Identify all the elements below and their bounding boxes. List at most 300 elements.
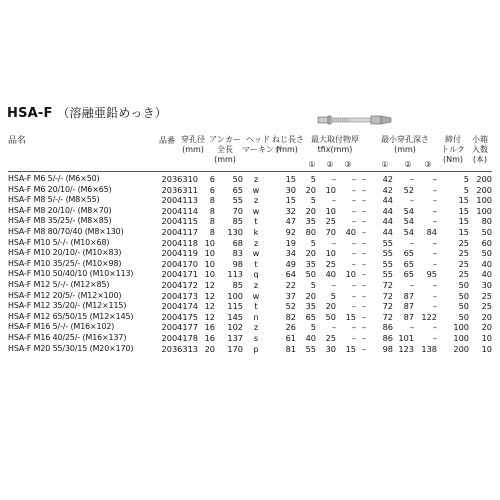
spec-name: HSA-F M10 20/10/- (M10×83) [8,248,122,258]
spec-tfix-1: 40 [305,332,316,343]
spec-length: 98 [232,258,243,269]
spec-tfix-3: – [351,195,356,206]
spec-code: 2004115 [161,216,198,227]
table-row [8,248,492,259]
product-title [7,104,167,121]
spec-name: HSA-F M12 35/20/- (M12×115) [8,301,127,311]
spec-tfix-2: 25 [325,258,336,269]
spec-thread: 81 [285,343,296,354]
spec-tfix-2: – [331,322,336,333]
header-torque-line1: 締付 [445,135,461,144]
header-depth-line2: (mm) [394,145,416,154]
spec-depth-dash: – [361,290,367,301]
spec-depth-3: 138 [421,343,437,354]
spec-tfix-3: 10 [345,269,356,280]
spec-tfix-3: – [351,322,356,333]
spec-code: 2036313 [161,343,198,354]
spec-code: 2036310 [161,174,198,184]
spec-length: 68 [232,237,243,248]
spec-tfix-3: – [351,279,356,290]
spec-depth-dash: – [361,195,367,206]
spec-depth-2: – [409,174,414,184]
spec-table [8,174,492,354]
table-row [8,269,492,280]
header-thread-line2: (mm) [276,145,298,154]
spec-depth-3: – [432,216,437,227]
spec-tfix-3: – [351,248,356,259]
table-row [8,195,492,206]
spec-name: HSA-F M10 50/40/10 (M10×113) [8,269,134,279]
spec-depth-3: – [432,279,437,290]
spec-length: 100 [227,290,243,301]
spec-depth-3: 84 [426,226,437,237]
spec-depth-dash: – [361,248,367,259]
spec-thread: 37 [285,290,296,301]
spec-depth-1: 86 [382,322,393,333]
spec-tfix-1: 50 [305,269,316,280]
spec-torque: 200 [453,343,469,354]
spec-code: 2004178 [161,332,198,343]
spec-torque: 15 [458,226,469,237]
spec-tfix-3: – [351,301,356,312]
spec-code: 2004177 [161,322,198,333]
header-code: 品番 [159,136,175,145]
spec-code: 2004175 [161,311,198,322]
spec-depth-1: 44 [382,205,393,216]
header-tfix-line1: 最大取付物厚 [311,135,359,144]
table-row [8,185,492,196]
spec-drill: 8 [209,195,215,206]
spec-marking: z [253,195,259,206]
header-drill-line2: (mm) [182,145,204,154]
spec-drill: 20 [204,343,215,354]
spec-depth-dash: – [361,226,367,237]
table-row [8,238,492,249]
spec-depth-1: 98 [382,343,393,354]
tfix-circle-1: ① [308,160,316,169]
spec-drill: 12 [204,301,215,312]
spec-depth-1: 55 [382,237,393,248]
table-row [8,216,492,227]
anchor-bolt-icon [316,113,394,127]
spec-code: 2004171 [161,269,198,280]
spec-name: HSA-F M12 5/-/- (M12×85) [8,279,110,289]
spec-code: 2036311 [161,184,198,195]
spec-drill: 10 [204,237,215,248]
spec-torque: 100 [453,332,469,343]
spec-drill: 12 [204,290,215,301]
spec-code: 2004119 [161,248,198,259]
spec-tfix-1: 20 [305,205,316,216]
header-drill [179,135,207,155]
spec-torque: 25 [458,237,469,248]
spec-depth-1: 55 [382,269,393,280]
spec-depth-dash: – [361,258,367,269]
spec-tfix-3: – [351,174,356,184]
header-name: 品名 [8,136,27,146]
spec-box-qty: 200 [476,184,492,195]
spec-length: 113 [227,269,243,280]
header-thread-line1: ねじ長さ [272,135,304,144]
spec-depth-3: – [432,258,437,269]
spec-depth-1: 42 [382,174,393,184]
spec-depth-2: 54 [403,205,414,216]
title-main: HSA-F [7,106,53,121]
spec-box-qty: 10 [481,332,492,343]
spec-thread: 49 [285,258,296,269]
spec-marking: s [253,332,259,343]
spec-depth-2: 123 [398,343,414,354]
header-thread-length [272,135,302,155]
spec-name: HSA-F M8 35/25/- (M8×85) [8,216,112,226]
spec-depth-3: – [432,322,437,333]
spec-depth-1: 72 [382,311,393,322]
header-torque-line2: トルク [441,145,465,154]
spec-drill: 10 [204,269,215,280]
spec-depth-dash: – [361,174,367,184]
table-row [8,333,492,344]
spec-tfix-2: 70 [325,226,336,237]
spec-marking: z [253,174,259,184]
spec-depth-1: 72 [382,290,393,301]
spec-drill: 12 [204,279,215,290]
header-box-line2: 入数 [472,145,488,154]
spec-marking: t [254,258,258,269]
spec-thread: 82 [285,311,296,322]
spec-tfix-1: 5 [310,237,316,248]
spec-depth-dash: – [361,216,367,227]
spec-tfix-2: 25 [325,332,336,343]
header-box-qty [468,135,492,165]
header-drill-line1: 穿孔径 [181,135,205,144]
spec-tfix-1: 55 [305,343,316,354]
header-tfix-line2: tfix(mm) [317,145,353,154]
spec-thread: 52 [285,301,296,312]
spec-tfix-1: 35 [305,301,316,312]
spec-marking: z [253,237,259,248]
spec-tfix-3: – [351,205,356,216]
spec-drill: 12 [204,311,215,322]
spec-thread: 64 [285,269,296,280]
spec-box-qty: 10 [481,343,492,354]
spec-box-qty: 20 [481,311,492,322]
spec-depth-dash: – [361,332,367,343]
spec-marking: w [252,184,260,195]
spec-length: 85 [232,279,243,290]
spec-box-qty: 50 [481,226,492,237]
table-row [8,322,492,333]
depth-circle-1: ① [381,160,389,169]
spec-depth-1: 72 [382,301,393,312]
spec-box-qty: 40 [481,258,492,269]
spec-tfix-2: – [331,174,336,184]
header-depth-line1: 最小穿孔深さ [381,135,429,144]
title-sub: （溶融亜鉛めっき） [57,106,168,120]
spec-depth-2: 101 [398,332,414,343]
spec-name: HSA-F M6 5/-/- (M6×50) [8,174,100,183]
spec-drill: 16 [204,322,215,333]
spec-length: 70 [232,205,243,216]
spec-depth-2: 87 [403,301,414,312]
spec-tfix-2: 40 [325,269,336,280]
spec-box-qty: 25 [481,301,492,312]
spec-depth-dash: – [361,269,367,280]
spec-tfix-1: 65 [305,311,316,322]
spec-depth-dash: – [361,301,367,312]
spec-tfix-1: 20 [305,184,316,195]
spec-marking: w [252,205,260,216]
table-row [8,174,492,185]
header-anchor-length-line1: アンカー [209,135,241,144]
spec-box-qty: 100 [476,195,492,206]
spec-tfix-2: 5 [330,290,336,301]
spec-depth-2: 87 [403,311,414,322]
spec-marking: n [253,311,259,322]
spec-code: 2004174 [161,301,198,312]
spec-depth-3: – [432,195,437,206]
spec-tfix-3: – [351,216,356,227]
depth-circle-3: ③ [424,160,432,169]
spec-depth-2: 52 [403,184,414,195]
spec-torque: 25 [458,258,469,269]
spec-thread: 19 [285,237,296,248]
spec-box-qty: 40 [481,269,492,280]
depth-circle-2: ② [404,160,412,169]
spec-depth-3: – [432,184,437,195]
spec-torque: 50 [458,301,469,312]
spec-thread: 92 [285,226,296,237]
spec-depth-2: – [409,237,414,248]
spec-depth-2: – [409,322,414,333]
spec-depth-2: – [409,279,414,290]
spec-depth-3: 122 [421,311,437,322]
spec-depth-3: 95 [426,269,437,280]
spec-name: HSA-F M20 55/30/15 (M20×170) [8,343,134,353]
spec-drill: 8 [209,205,215,216]
spec-depth-3: – [432,174,437,184]
spec-torque: 50 [458,279,469,290]
spec-depth-3: – [432,332,437,343]
spec-depth-1: 72 [382,279,393,290]
spec-depth-1: 55 [382,258,393,269]
spec-tfix-2: 10 [325,205,336,216]
spec-torque: 25 [458,269,469,280]
spec-drill: 10 [204,248,215,259]
spec-code: 2004113 [161,195,198,206]
header-head-marking [242,135,282,155]
spec-name: HSA-F M16 40/25/- (M16×137) [8,332,127,342]
spec-name: HSA-F M8 80/70/40 (M8×130) [8,226,124,236]
header-torque-line3: (Nm) [442,155,464,164]
table-row [8,280,492,291]
spec-thread: 32 [285,205,296,216]
tfix-circle-3: ③ [344,160,352,169]
spec-drill: 6 [209,184,215,195]
spec-tfix-2: 10 [325,248,336,259]
spec-depth-dash: – [361,205,367,216]
spec-depth-3: – [432,237,437,248]
spec-length: 102 [227,322,243,333]
spec-tfix-2: 25 [325,216,336,227]
spec-marking: p [253,343,259,354]
spec-torque: 100 [453,322,469,333]
spec-depth-3: – [432,205,437,216]
spec-depth-2: 65 [403,248,414,259]
spec-box-qty: 25 [481,290,492,301]
spec-depth-1: 44 [382,226,393,237]
spec-depth-dash: – [361,343,367,354]
spec-torque: 25 [458,248,469,259]
spec-length: 115 [227,301,243,312]
spec-depth-1: 42 [382,184,393,195]
spec-length: 130 [227,226,243,237]
header-head-line2: マーキング [242,145,282,154]
spec-depth-dash: – [361,279,367,290]
spec-box-qty: 20 [481,322,492,333]
spec-code: 2004172 [161,279,198,290]
spec-tfix-3: – [351,332,356,343]
header-anchor-length-line2: 全長 [217,145,233,154]
spec-name: HSA-F M12 65/50/15 (M12×145) [8,311,134,321]
spec-thread: 22 [285,279,296,290]
spec-depth-1: 44 [382,216,393,227]
spec-depth-2: 54 [403,226,414,237]
spec-drill: 6 [209,174,215,184]
table-row [8,227,492,238]
spec-length: 83 [232,248,243,259]
spec-depth-1: 44 [382,195,393,206]
spec-torque: 15 [458,216,469,227]
spec-depth-3: – [432,248,437,259]
spec-tfix-3: 15 [345,343,356,354]
spec-box-qty: 50 [481,248,492,259]
table-row [8,301,492,312]
spec-box-qty: 100 [476,205,492,216]
spec-tfix-2: 50 [325,311,336,322]
spec-length: 170 [227,343,243,354]
spec-depth-3: – [432,301,437,312]
spec-tfix-1: 5 [310,174,316,184]
header-min-depth [372,135,438,155]
header-torque [440,135,466,165]
spec-thread: 61 [285,332,296,343]
spec-tfix-1: 20 [305,290,316,301]
spec-marking: t [254,301,258,312]
spec-name: HSA-F M10 35/25/- (M10×98) [8,258,122,268]
spec-length: 145 [227,311,243,322]
spec-code: 2004170 [161,258,198,269]
spec-depth-2: 54 [403,216,414,227]
spec-depth-2: 65 [403,269,414,280]
spec-marking: t [254,216,258,227]
spec-box-qty: 80 [481,216,492,227]
spec-tfix-3: – [351,184,356,195]
spec-depth-2: 87 [403,290,414,301]
spec-thread: 15 [285,174,296,184]
spec-tfix-1: 5 [310,322,316,333]
spec-depth-dash: – [361,311,367,322]
table-row [8,291,492,302]
header-tfix [305,135,365,155]
spec-depth-dash: – [361,184,367,195]
spec-depth-dash: – [361,237,367,248]
spec-depth-2: 65 [403,258,414,269]
spec-depth-1: 86 [382,332,393,343]
header-divider [8,171,492,172]
spec-tfix-1: 5 [310,279,316,290]
spec-tfix-2: – [331,195,336,206]
spec-name: HSA-F M6 20/10/- (M6×65) [8,184,112,194]
spec-tfix-3: 40 [345,226,356,237]
table-row [8,312,492,323]
header-box-line3: (本) [472,155,488,164]
table-row [8,259,492,270]
spec-drill: 16 [204,332,215,343]
spec-box-qty: 30 [481,279,492,290]
spec-box-qty: 200 [476,174,492,184]
spec-marking: q [253,269,259,280]
spec-thread: 26 [285,322,296,333]
spec-length: 50 [232,174,243,184]
header-anchor-length-line3: (mm) [214,155,236,164]
spec-marking: k [253,226,259,237]
spec-thread: 15 [285,195,296,206]
spec-marking: w [252,290,260,301]
spec-tfix-3: – [351,237,356,248]
spec-torque: 50 [458,311,469,322]
spec-tfix-1: 20 [305,248,316,259]
spec-code: 2004117 [161,226,198,237]
spec-marking: z [253,322,259,333]
spec-tfix-2: 30 [325,343,336,354]
spec-depth-1: 55 [382,248,393,259]
spec-tfix-3: 15 [345,311,356,322]
spec-drill: 8 [209,226,215,237]
header-box-line1: 小箱 [472,135,488,144]
header-anchor-length [209,135,241,165]
spec-tfix-1: 35 [305,216,316,227]
spec-drill: 10 [204,258,215,269]
spec-name: HSA-F M8 20/10/- (M8×70) [8,205,112,215]
spec-tfix-3: – [351,258,356,269]
spec-marking: z [253,279,259,290]
spec-tfix-2: – [331,237,336,248]
spec-code: 2004173 [161,290,198,301]
spec-length: 55 [232,195,243,206]
spec-marking: w [252,248,260,259]
spec-box-qty: 60 [481,237,492,248]
spec-name: HSA-F M12 20/5/- (M12×100) [8,290,122,300]
spec-torque: 15 [458,205,469,216]
spec-length: 85 [232,216,243,227]
spec-thread: 34 [285,248,296,259]
table-row [8,344,492,355]
spec-code: 2004114 [161,205,198,216]
spec-depth-2: – [409,195,414,206]
spec-thread: 30 [285,184,296,195]
spec-tfix-2: 10 [325,184,336,195]
spec-tfix-1: 35 [305,258,316,269]
spec-thread: 47 [285,216,296,227]
spec-tfix-2: – [331,279,336,290]
spec-drill: 8 [209,216,215,227]
spec-tfix-3: – [351,290,356,301]
tfix-circle-2: ② [326,160,334,169]
spec-torque: 50 [458,290,469,301]
spec-depth-dash: – [361,322,367,333]
spec-name: HSA-F M10 5/-/- (M10×68) [8,237,110,247]
spec-torque: 5 [463,174,469,184]
